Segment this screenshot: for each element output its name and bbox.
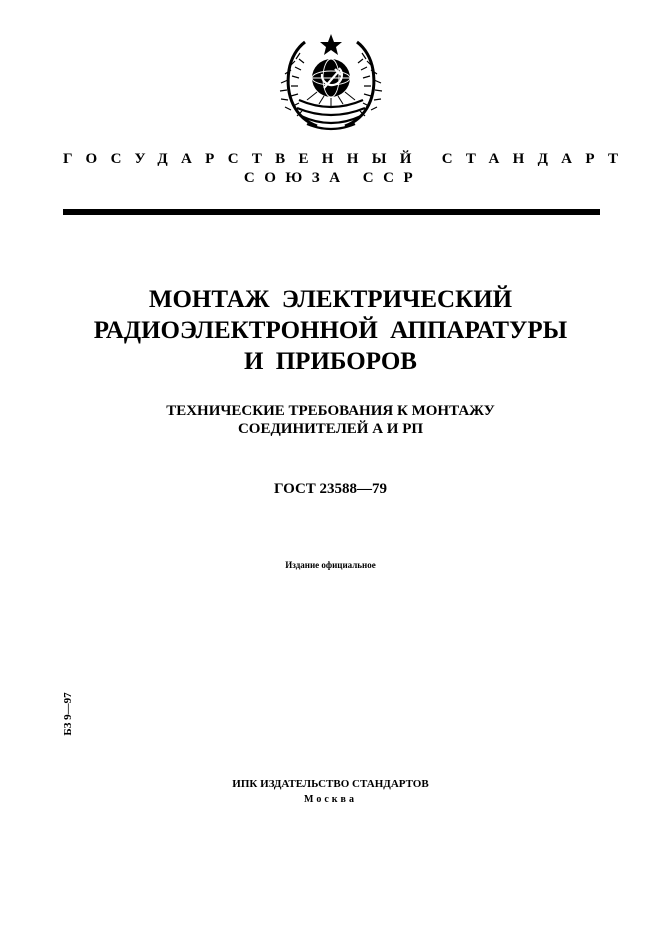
title-line: РАДИОЭЛЕКТРОННОЙ АППАРАТУРЫ bbox=[93, 317, 568, 344]
title-line: И ПРИБОРОВ bbox=[244, 348, 417, 375]
publisher-city: Москва bbox=[304, 794, 357, 805]
document-subtitle bbox=[60, 402, 601, 438]
publisher-name: ИПК ИЗДАТЕЛЬСТВО СТАНДАРТОВ bbox=[232, 778, 429, 790]
standard-number: ГОСТ 23588—79 bbox=[273, 481, 388, 497]
title-line: МОНТАЖ ЭЛЕКТРИЧЕСКИЙ bbox=[148, 286, 513, 313]
subtitle-line: ТЕХНИЧЕСКИЕ ТРЕБОВАНИЯ К МОНТАЖУ bbox=[166, 403, 495, 419]
header-state-standard: ГОСУДАРСТВЕННЫЙ СТАНДАРТ bbox=[63, 151, 632, 167]
header-ussr: СОЮЗА ССР bbox=[243, 170, 423, 186]
subtitle-line: СОЕДИНИТЕЛЕЙ А И РП bbox=[237, 421, 424, 437]
edition-note: Издание официальное bbox=[285, 560, 376, 570]
ussr-state-emblem-icon bbox=[277, 30, 385, 138]
document-title bbox=[40, 284, 621, 377]
header-divider bbox=[63, 209, 600, 215]
side-code: БЗ 9—97 bbox=[62, 692, 74, 736]
